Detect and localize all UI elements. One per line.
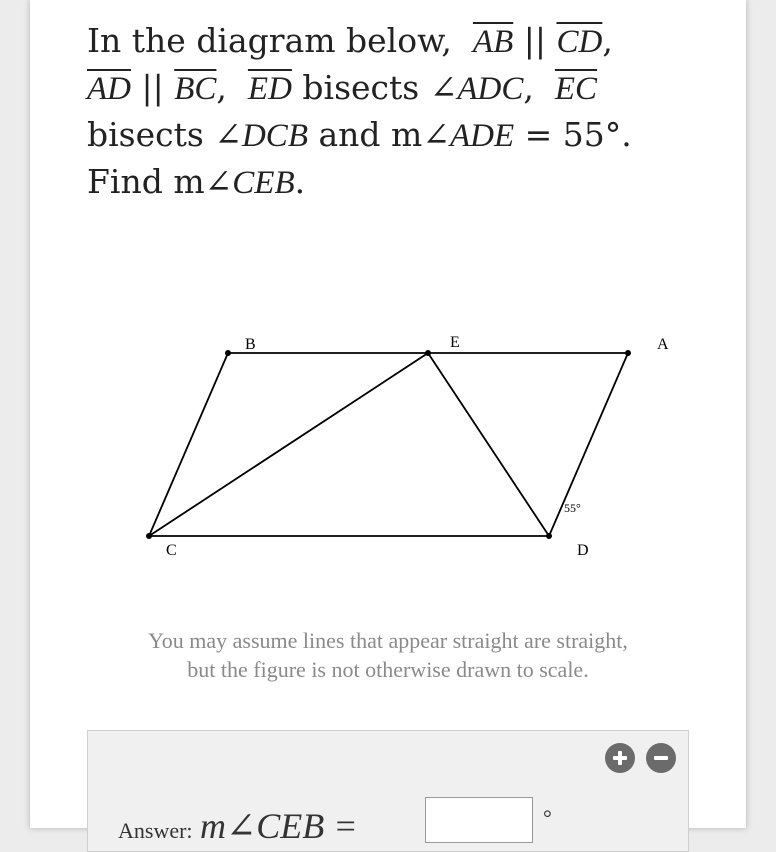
page-margin-left	[0, 0, 30, 828]
label-b: B	[245, 336, 256, 353]
label-e: E	[450, 334, 460, 351]
problem-statement	[87, 18, 707, 206]
caption-line-1: You may assume lines that appear straight are straight,	[148, 628, 628, 653]
point-a	[625, 350, 631, 356]
question-card	[30, 0, 746, 846]
angle-55-label: 55°	[564, 501, 581, 515]
problem-intro: In the diagram below,	[87, 21, 452, 60]
minus-circle-icon[interactable]	[646, 743, 676, 773]
answer-word: Answer:	[118, 818, 193, 843]
segment-ab: $\overline{AB}$	[472, 24, 514, 60]
parallel-symbol: ||	[141, 68, 164, 107]
and-word: and	[318, 115, 381, 154]
point-b	[225, 350, 231, 356]
parallel-symbol: ||	[523, 21, 546, 60]
problem-line-2: $\overline{AD}$ || $\overline{BC}$, $\overline{ED}$ bisects ∠ADC, $\overline{EC}$	[87, 68, 598, 107]
point-d	[546, 533, 552, 539]
problem-line-4: Find m∠CEB.	[87, 162, 306, 201]
answer-panel	[87, 730, 689, 852]
segment-cd: $\overline{CD}$	[556, 24, 603, 60]
measure-prefix: m	[391, 115, 423, 154]
plus-circle-icon[interactable]	[605, 743, 635, 773]
bisects-word: bisects	[87, 115, 204, 154]
problem-line-1: In the diagram below, $\overline{AB}$ || $\overline{CD}$,	[87, 21, 613, 60]
point-c	[146, 533, 152, 539]
point-e	[425, 350, 431, 356]
segment-ec-line	[149, 353, 428, 536]
given-measure: = 55°.	[524, 115, 632, 154]
figure-caption	[88, 626, 688, 684]
label-a: A	[657, 336, 669, 353]
answer-label	[118, 805, 358, 847]
caption-line-2: but the figure is not otherwise drawn to scale.	[187, 657, 589, 682]
segment-ed-line	[428, 353, 549, 536]
segment-ed: $\overline{ED}$	[247, 71, 292, 107]
answer-expression: m∠CEB =	[200, 806, 358, 846]
degree-unit: °	[543, 805, 552, 830]
segment-ad-line	[549, 353, 628, 536]
bisects-word: bisects	[302, 68, 420, 107]
find-word: Find	[87, 162, 163, 201]
page-margin-right	[746, 0, 776, 828]
segment-ad: $\overline{AD}$	[87, 71, 131, 107]
minus-bar	[654, 756, 668, 760]
measure-prefix: m	[173, 162, 205, 201]
segment-ec: $\overline{EC}$	[554, 71, 598, 107]
angle-adc: ∠ADC	[429, 71, 524, 107]
geometry-figure	[115, 318, 675, 578]
angle-ceb: ∠CEB	[204, 165, 295, 201]
label-c: C	[166, 542, 177, 559]
label-d: D	[577, 542, 589, 559]
angle-dcb: ∠DCB	[214, 118, 308, 154]
plus-bar-vertical	[618, 751, 622, 765]
segment-bc-line	[149, 353, 228, 536]
segment-bc: $\overline{BC}$	[174, 71, 217, 107]
answer-input[interactable]	[425, 797, 533, 843]
angle-ade: ∠ADE	[422, 118, 515, 154]
problem-line-3	[87, 112, 707, 159]
